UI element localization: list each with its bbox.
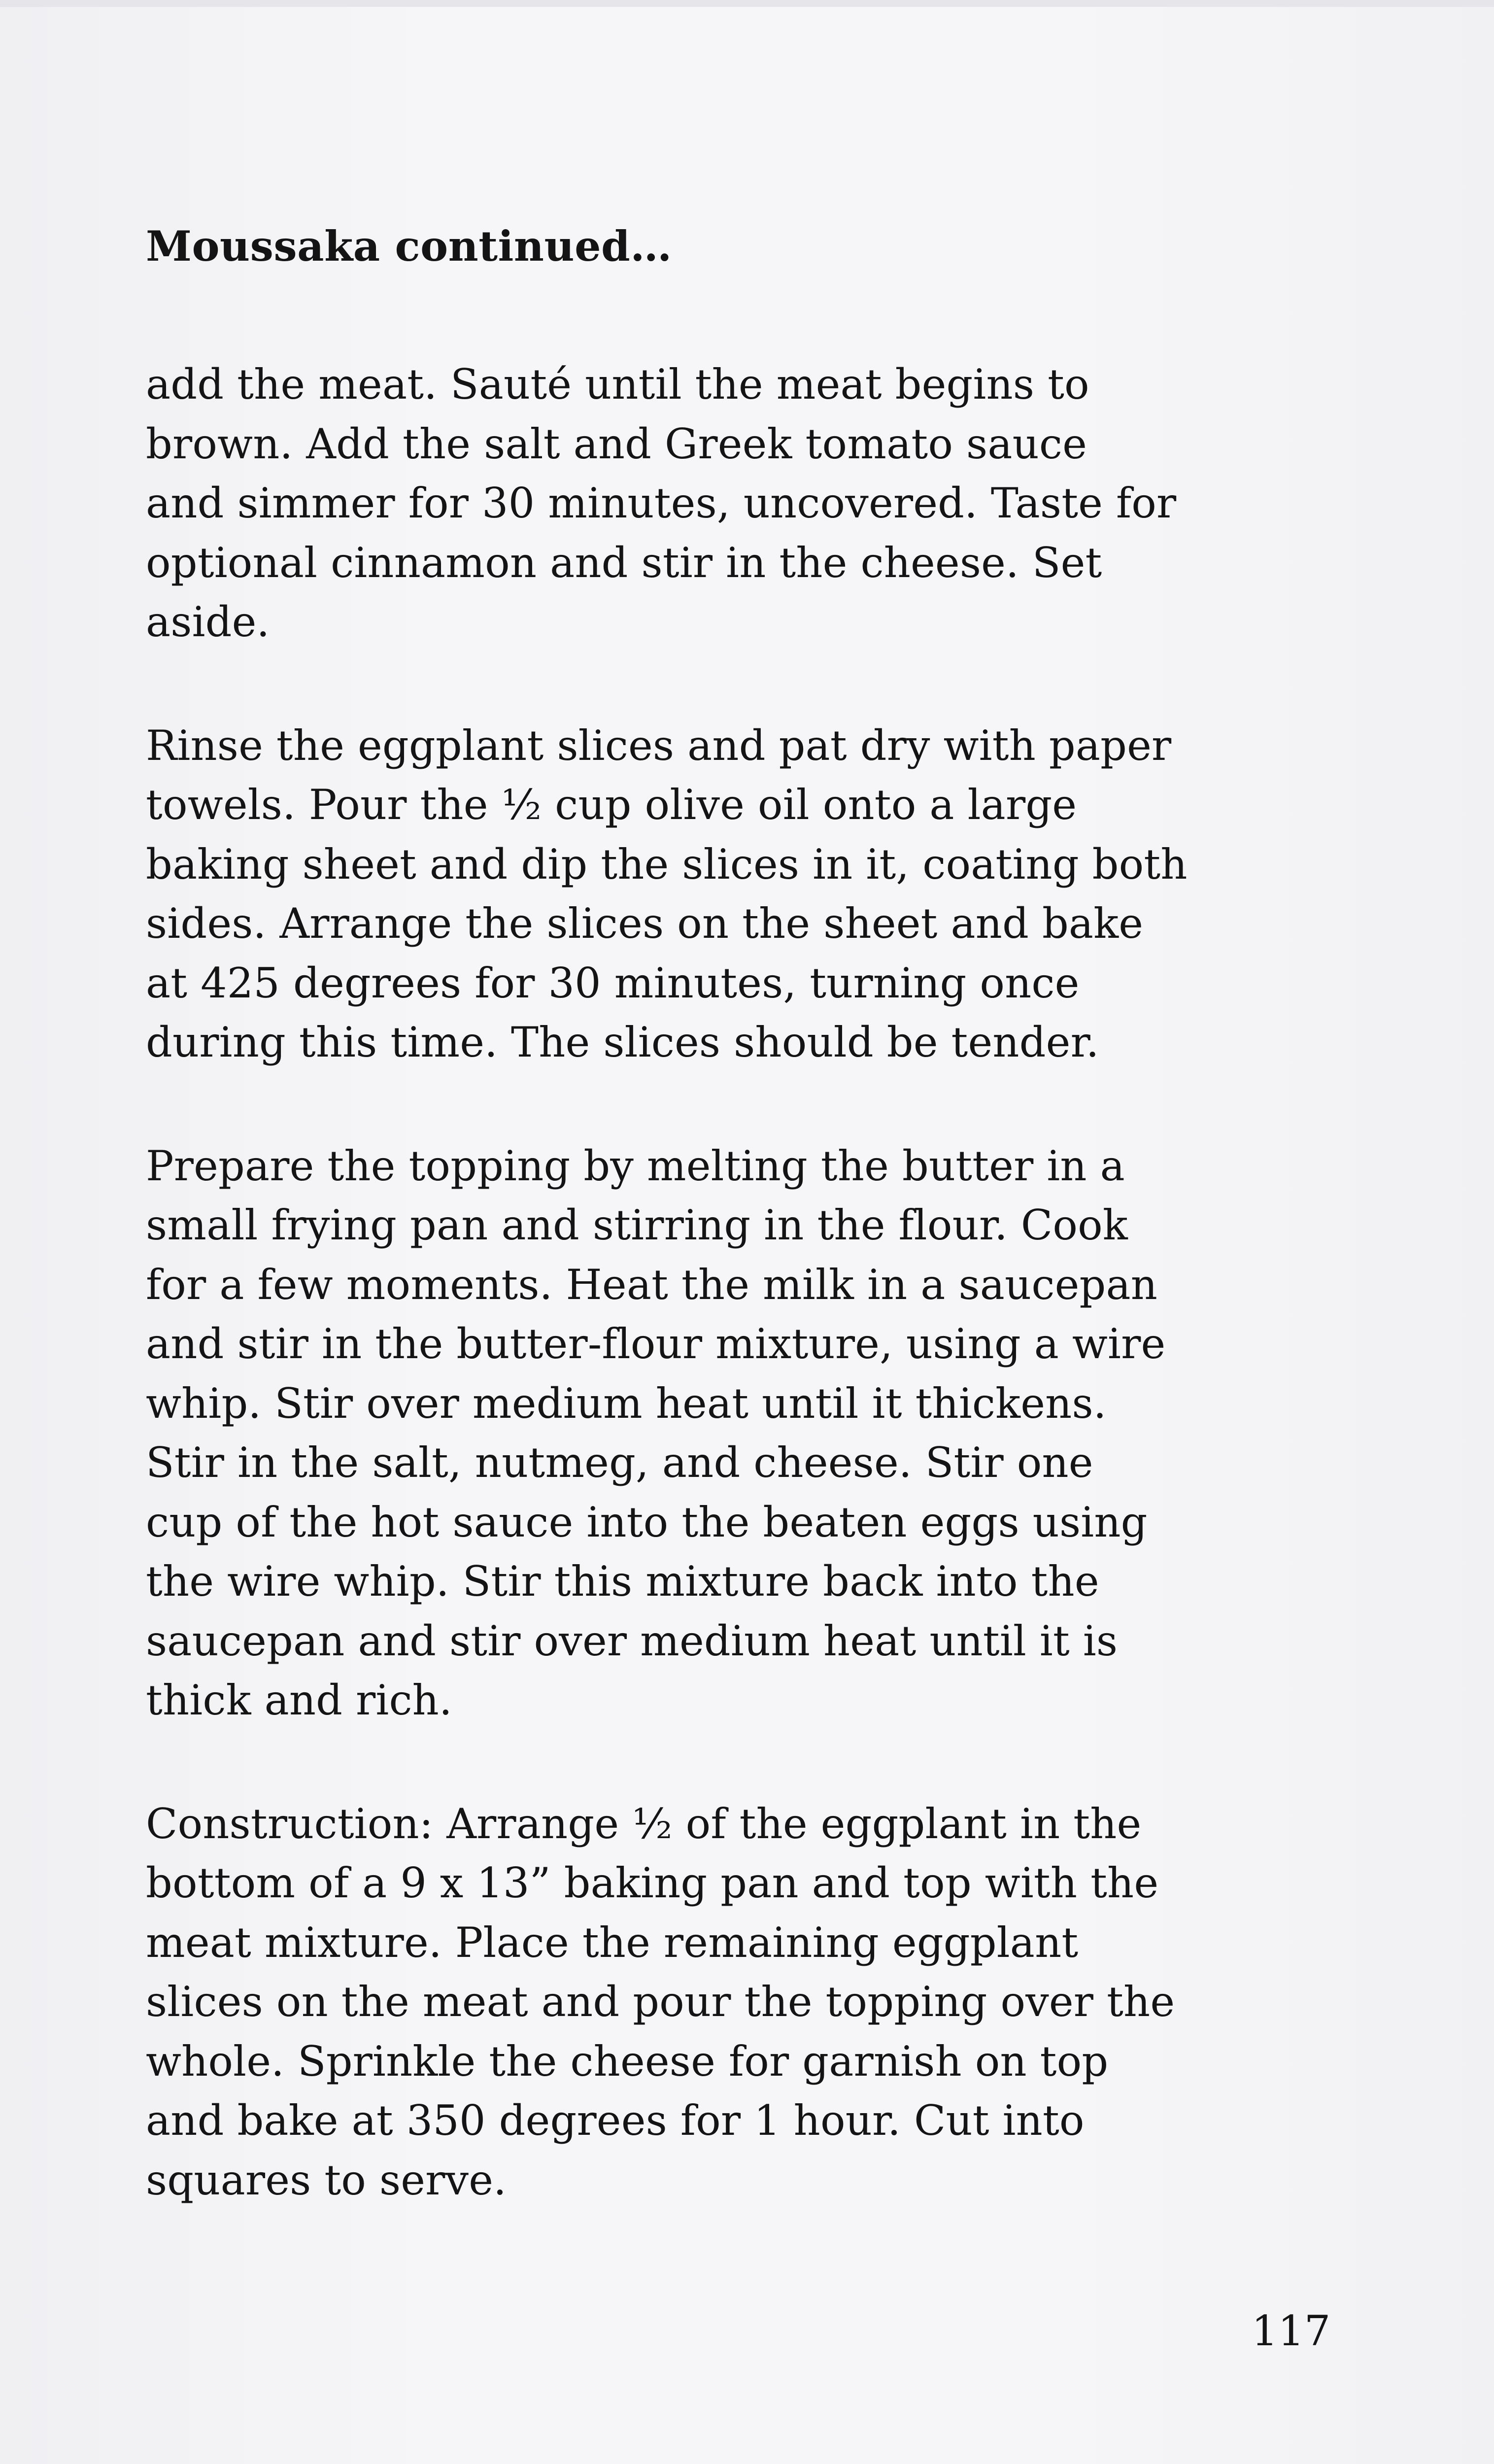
page-top-edge: [0, 0, 1494, 7]
paragraph-construction: Construction: Arrange ½ of the eggplant in the bottom of a 9 x 13” baking pan and top with the meat mixture. Place the remaining eggplant slices on the meat and pour the topping over the whole. Sprinkle the cheese for garnish on top and bake at 350 degrees for 1 hour. Cut into squares to serve.: [146, 1799, 1175, 2204]
paragraph-eggplant: Rinse the eggplant slices and pat dry with paper towels. Pour the ½ cup olive oil onto a large baking sheet and dip the slices in it, coating both sides. Arrange the slices on the sheet and bake at 425 degrees for 30 minutes, turning once during this time. The slices should be tender.: [146, 721, 1188, 1066]
page-number: 117: [1252, 2307, 1331, 2355]
recipe-heading: Moussaka continued…: [146, 222, 672, 271]
paragraph-meat-sauce: add the meat. Sauté until the meat begins to brown. Add the salt and Greek tomato sauce and simmer for 30 minutes, uncovered. Taste for optional cinnamon and stir in the cheese. Set aside.: [146, 360, 1177, 646]
recipe-content: [146, 217, 1279, 2274]
paragraph-topping: Prepare the topping by melting the butter in a small frying pan and stirring in the flour. Cook for a few moments. Heat the milk in a saucepan and stir in the butter-flour mixture, using a wire whip. Stir over medium heat until it thickens. Stir in the salt, nutmeg, and cheese. Stir one cup of the hot sauce into the beaten eggs using the wire whip. Stir this mixture back into the saucepan and stir over medium heat until it is thick and rich.: [146, 1141, 1166, 1724]
